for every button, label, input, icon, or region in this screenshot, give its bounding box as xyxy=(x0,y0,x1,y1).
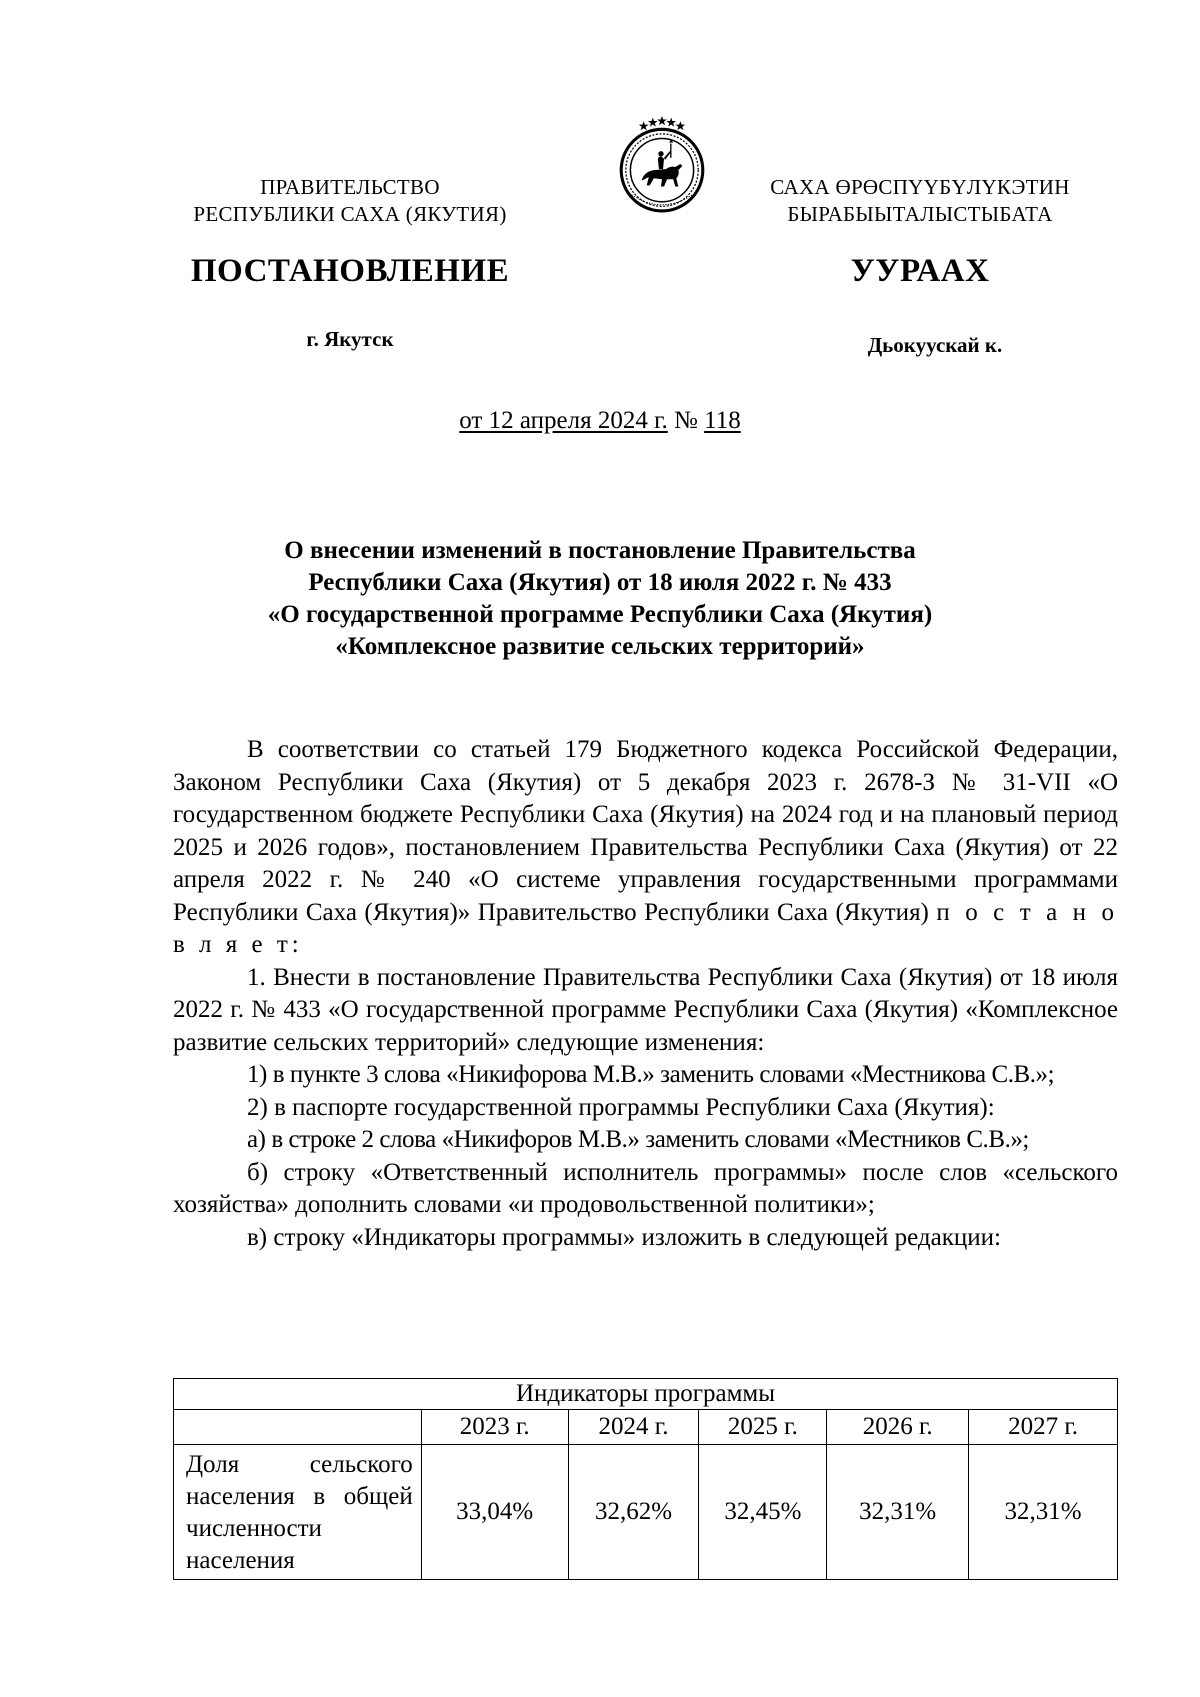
header-government-sakha-line1: САХА ӨРӨСПҮҮБҮЛҮКЭТИН xyxy=(770,175,1070,199)
header-government-line2: РЕСПУБЛИКИ САХА (ЯКУТИЯ) xyxy=(193,202,507,226)
table-value-cell: 32,45% xyxy=(699,1445,827,1580)
title-line: Республики Саха (Якутия) от 18 июля 2022 г. № 433 xyxy=(308,569,892,596)
table-year-cell: 2024 г. xyxy=(568,1410,699,1445)
doc-type-sakha: УУРААХ xyxy=(850,253,990,289)
document-body xyxy=(173,734,1118,1254)
document-title xyxy=(200,535,1000,663)
title-line: О внесении изменений в постановление Правительства xyxy=(284,537,916,564)
table-row xyxy=(174,1445,1118,1580)
table-row-label: Доля сельского населения в общей численности населения xyxy=(174,1445,422,1580)
table-year-cell: 2025 г. xyxy=(699,1410,827,1445)
preamble-paragraph xyxy=(173,734,1118,962)
header-government-line1: ПРАВИТЕЛЬСТВО xyxy=(260,175,440,199)
table-header-row xyxy=(174,1379,1118,1410)
table-value-cell: 32,31% xyxy=(827,1445,969,1580)
coat-of-arms-sakha-emblem xyxy=(611,113,713,215)
table-value-cell: 33,04% xyxy=(421,1445,568,1580)
indicators-table xyxy=(173,1378,1118,1580)
table-value-cell: 32,31% xyxy=(969,1445,1118,1580)
item-1-2-b: б) строку «Ответственный исполнитель программы» после слов «сельского хозяйства» дополнить словами «и продовольственной политики»; xyxy=(173,1158,1118,1218)
table-corner-cell xyxy=(174,1410,422,1445)
city-sakha: Дьокуускай к. xyxy=(867,333,1003,357)
header-government-sakha-line2: БЫРАБЫЫТАЛЫСТЫБАТА xyxy=(787,202,1053,226)
table-year-cell: 2027 г. xyxy=(969,1410,1118,1445)
city-ru: г. Якутск xyxy=(306,327,394,351)
header-government-sakha xyxy=(730,174,1110,228)
number-sign: № xyxy=(674,407,698,434)
item-1: 1. Внести в постановление Правительства Республики Саха (Якутия) от 18 июля 2022 г. № 433 «О государственной программе Республики Саха (Якутия) «Комплексное развитие сельских территорий» следующие изменения: xyxy=(173,963,1118,1056)
title-line: «О государственной программе Республики Саха (Якутия) xyxy=(267,601,933,628)
preamble-text: В соответствии со статьей 179 Бюджетного кодекса Российской Федерации, Законом Республики Саха (Якутия) от 5 декабря 2023 г. 2678-З № 31-VII «О государственном бюджете Республики Саха (Якутия) на 2024 год и на плановый период 2025 и 2026 годов», постановлением Правительства Республики Саха (Якутия) от 22 апреля 2022 г. № 240 «О системе управления государственными программами Республики Саха (Якутия)» Правительство Республики Саха (Якутия) xyxy=(173,736,1118,926)
header-government-ru xyxy=(160,174,540,228)
item-1-2-v: в) строку «Индикаторы программы» изложить в следующей редакции: xyxy=(247,1223,1001,1251)
dateline-prefix: от xyxy=(459,407,483,434)
table-year-cell: 2023 г. xyxy=(421,1410,568,1445)
item-1-2: 2) в паспорте государственной программы Республики Саха (Якутия): xyxy=(247,1093,995,1121)
document-dateline xyxy=(300,407,900,435)
table-value-cell: 32,62% xyxy=(568,1445,699,1580)
doc-type-ru: ПОСТАНОВЛЕНИЕ xyxy=(190,253,510,289)
item-1-1: 1) в пункте 3 слова «Никифорова М.В.» заменить словами «Местникова С.В.»; xyxy=(247,1061,1055,1088)
item-1-2-a: а) в строке 2 слова «Никифоров М.В.» заменить словами «Местников С.В.»; xyxy=(247,1126,1029,1153)
document-date: 12 апреля 2024 г. xyxy=(488,407,668,434)
table-year-cell: 2026 г. xyxy=(827,1410,969,1445)
table-header-cell: Индикаторы программы xyxy=(174,1379,1118,1410)
title-line: «Комплексное развитие сельских территорий» xyxy=(335,633,865,660)
table-years-row xyxy=(174,1410,1118,1445)
decree-word: п о с т а н о в л я е т: xyxy=(173,898,1118,958)
document-number: 118 xyxy=(704,407,741,434)
